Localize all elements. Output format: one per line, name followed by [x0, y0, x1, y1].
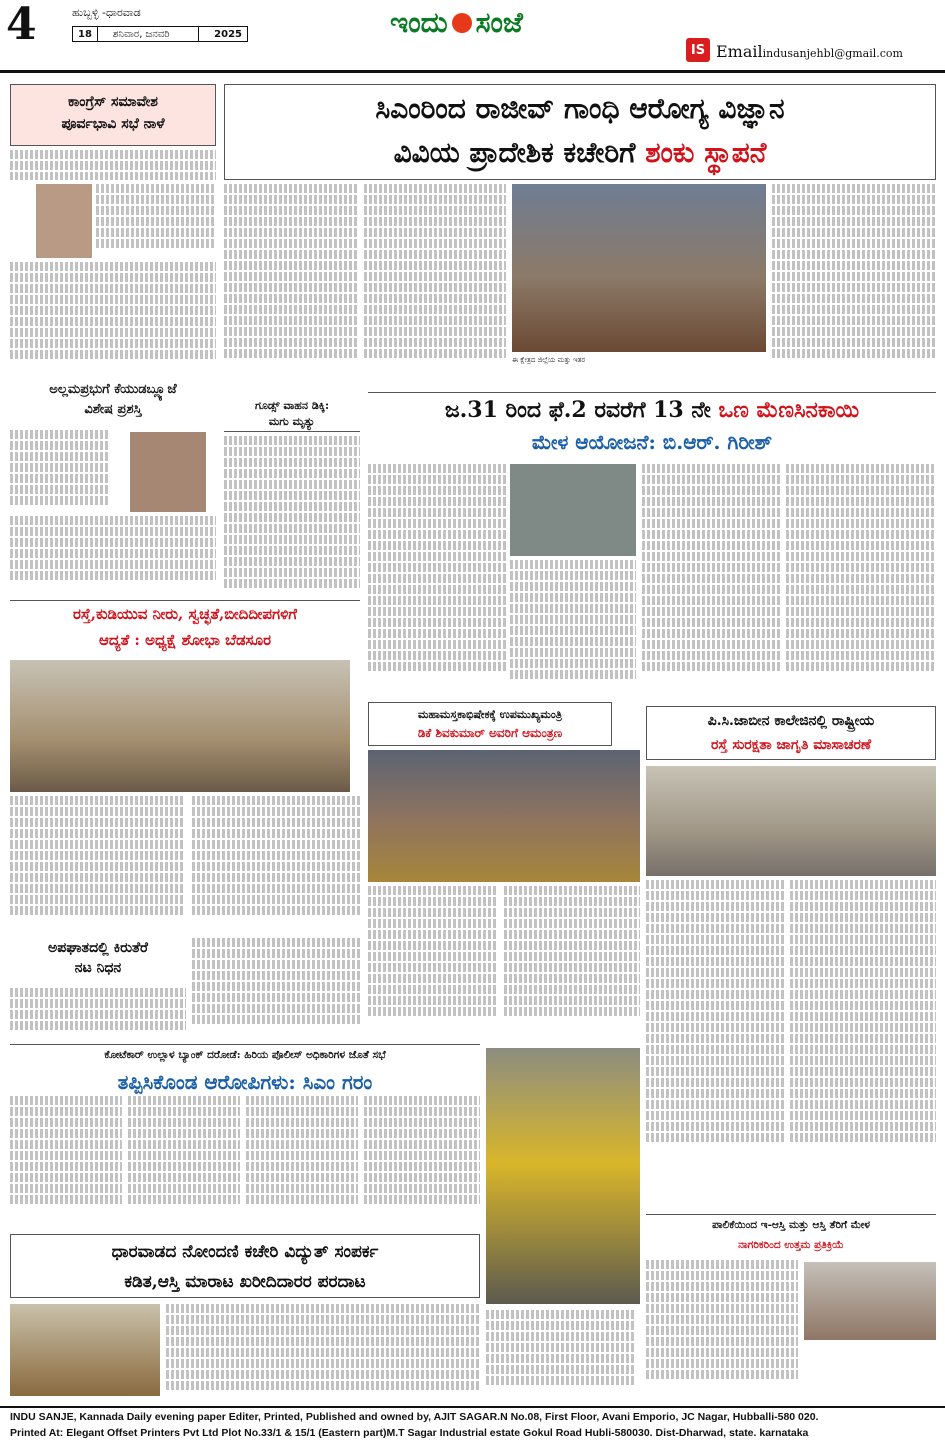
jabin-photo [646, 766, 936, 876]
mela-subhead: ಮೇಳ ಆಯೋಜನೆ: ಬಿ.ಆರ್. ಗಿರೀಶ್ [531, 430, 773, 454]
dks-photo [368, 750, 640, 882]
goods-title-1: ಗೂಡ್ಸ್ ವಾಹನ ಡಿಕ್ಕಿ: [254, 399, 330, 412]
accident-vehicle-photo [486, 1048, 640, 1304]
dks-title-box [368, 702, 612, 746]
bank-body-col2 [128, 1096, 240, 1226]
dks-body-col1 [368, 886, 498, 1036]
mela-headline [368, 393, 936, 427]
registry-title-2: ಕಡಿತ,ಆಸ್ತಿ ಮಾರಾಟ ಖರೀದಿದಾರರ ಪರದಾಟ [124, 1272, 366, 1292]
mela-body-col2 [510, 560, 636, 692]
rgu-headline-1: ಸಿಎಂರಿಂದ ರಾಜೀವ್ ಗಾಂಧಿ ಆರೋಗ್ಯ ವಿಜ್ಞಾನ [375, 92, 785, 125]
bank-body-col4 [364, 1096, 480, 1226]
contact-email [716, 42, 903, 61]
eaasti-body [646, 1260, 798, 1394]
mela-body-col4 [786, 464, 936, 692]
masthead [390, 6, 523, 40]
registry-title-box [10, 1234, 480, 1298]
congress-portrait [36, 184, 92, 258]
email-address: indusanjehbl@gmail.com [762, 47, 903, 60]
rgu-headline-2 [225, 131, 935, 175]
bank-kicker: ಕೋಟೆಕಾರ್ ಉಲ್ಲಾಳ ಬ್ಯಾಂಕ್ ದರೋಡೆ: ಹಿರಿಯ ಪೊಲೀಸ್ ಅಧಿಕಾರಿಗಳ ಜೊತೆ ಸಭೆ [104, 1049, 386, 1061]
logo-mark: IS [686, 38, 710, 62]
roads-body-col2 [192, 796, 360, 932]
accident-photo-caption [486, 1310, 636, 1394]
masthead-right: ಸಂಜೆ [475, 6, 523, 39]
roads-photo [10, 660, 350, 792]
congress-body-2 [10, 262, 216, 372]
mela-body-col3 [642, 464, 780, 692]
roads-title-1: ರಸ್ತೆ,ಕುಡಿಯುವ ನೀರು, ಸ್ವಚ್ಛತೆ,ಬೀದಿದೀಪಗಳಿಗೆ [72, 605, 297, 623]
dks-body-col2 [504, 886, 640, 1036]
rgu-body-col2 [364, 184, 506, 374]
issue-year: 2025 [214, 28, 242, 40]
rgu-ceremony-photo [512, 184, 766, 352]
accident-title-box [10, 938, 186, 984]
masthead-left: ಇಂದು [390, 6, 448, 39]
footer-rule [0, 1406, 945, 1408]
roads-title-box [10, 600, 360, 656]
roads-body-col1 [10, 796, 184, 932]
jabin-title-box [646, 706, 936, 760]
accident-body [10, 988, 186, 1040]
mela-headline-black: ಜ.31 ರಿಂದ ಫೆ.2 ರವರೆಗೆ 13 ನೇ [444, 397, 711, 423]
bank-headline: ತಪ್ಪಿಸಿಕೊಂಡ ಆರೋಪಿಗಳು: ಸಿಎಂ ಗರಂ [117, 1070, 373, 1094]
rgu-headline-box [224, 84, 936, 180]
roads-title-2: ಆದ್ಯತೆ : ಅಧ್ಯಕ್ಷೆ ಶೋಭಾ ಬೆಡಸೂರ [98, 631, 272, 649]
accident-title-1: ಅಪಘಾತದಲ್ಲಿ ಕಿರುತೆರೆ [48, 940, 148, 956]
goods-title-box [224, 398, 360, 432]
allama-portrait [130, 432, 206, 512]
header-rule [0, 70, 945, 73]
allama-title-2: ವಿಶೇಷ ಪ್ರಶಸ್ತಿ [84, 402, 142, 417]
mela-photo [510, 464, 636, 556]
issue-day: 18 [78, 28, 92, 40]
goods-body [224, 436, 360, 604]
eaasti-title-box [646, 1214, 936, 1256]
allama-title-box [10, 380, 216, 426]
rgu-headline-2-black: ವಿವಿಯ ಪ್ರಾದೇಶಿಕ ಕಚೇರಿಗೆ [393, 136, 636, 169]
registry-title-1: ಧಾರವಾಡದ ನೋಂದಣಿ ಕಚೇರಿ ವಿದ್ಯುತ್ ಸಂಪರ್ಕ [111, 1242, 379, 1262]
dks-title-2: ಡಿಕೆ ಶಿವಕುಮಾರ್ ಅವರಿಗೆ ಆಮಂತ್ರಣ [417, 726, 563, 740]
roads-body-col3 [192, 938, 360, 1040]
rgu-body-col1 [224, 184, 358, 374]
mela-headline-box [368, 392, 936, 460]
footer-line-1: INDU SANJE, Kannada Daily evening paper Editer, Printed, Published and owned by, AJIT SAGAR.N No.08, First Floor, Avani Emporio, JC Nagar, Hubballi-580 020. [10, 1411, 819, 1423]
rgu-photo-caption: ಈ ಕ್ಷೇತ್ರದ ಜಿಲ್ಲೆಯ ಮತ್ತು ಇತರ [512, 356, 586, 364]
mela-body-col1 [368, 464, 506, 692]
rgu-body-col3 [772, 184, 936, 374]
edition-city: ಹುಬ್ಬಳ್ಳಿ -ಧಾರವಾಡ [72, 6, 141, 19]
bank-body-col3 [246, 1096, 358, 1226]
page-number: 4 [6, 0, 37, 50]
allama-title-1: ಅಲ್ಲಮಪ್ರಭುಗೆ ಕೆಯುಡಬ್ಲ್ಯೂಜೆ [49, 382, 177, 397]
allama-body-2 [10, 516, 216, 594]
allama-body [10, 430, 110, 510]
congress-body-side [96, 184, 216, 258]
eaasti-title-1: ಪಾಲಿಕೆಯಿಂದ ಇ-ಆಸ್ತಿ ಮತ್ತು ಆಸ್ತಿ ತೆರಿಗೆ ಮೇಳ [712, 1219, 870, 1231]
bank-body-col1 [10, 1096, 122, 1226]
rgu-headline-2-red: ಶಂಕು ಸ್ಥಾಪನೆ [645, 136, 767, 169]
email-label: Email [716, 42, 763, 61]
sun-icon [452, 13, 472, 33]
congress-title-2: ಪೂರ್ವಭಾವಿ ಸಭೆ ನಾಳೆ [61, 116, 165, 132]
mela-headline-red: ಒಣ ಮೆಣಸಿನಕಾಯಿ [718, 397, 860, 423]
jabin-title-1: ಪಿ.ಸಿ.ಜಾಬೀನ ಕಾಲೇಜಿನಲ್ಲಿ ರಾಷ್ಟ್ರೀಯ [707, 713, 875, 729]
issue-weekday: ಶನಿವಾರ, ಜನವರಿ [112, 28, 170, 40]
footer-line-2: Printed At: Elegant Offset Printers Pvt Ltd Plot No.33/1 & 15/1 (Eastern part)M.T Sagar Industrial estate Gokul Road Hubli-580030. Dist-Dharwad, state. karnataka [10, 1427, 809, 1439]
congress-title-box [10, 84, 216, 146]
issue-date [72, 26, 248, 42]
jabin-body-col2 [790, 880, 936, 1176]
accident-title-2: ನಟ ನಿಧನ [74, 960, 122, 976]
eaasti-photo [804, 1262, 936, 1340]
dks-title-1: ಮಹಾಮಸ್ತಕಾಭಿಷೇಕಕ್ಕೆ ಉಪಮುಖ್ಯಮಂತ್ರಿ [417, 708, 563, 721]
congress-body [10, 150, 216, 180]
registry-photo [10, 1304, 160, 1396]
jabin-body-col1 [646, 880, 784, 1176]
jabin-title-2: ರಸ್ತೆ ಸುರಕ್ಷತಾ ಜಾಗೃತಿ ಮಾಸಾಚರಣೆ [710, 737, 872, 753]
registry-body [166, 1304, 480, 1396]
eaasti-title-2: ನಾಗರಿಕರಿಂದ ಉತ್ತಮ ಪ್ರತಿಕ್ರಿಯೆ [738, 1239, 844, 1251]
goods-title-2: ಮಗು ಮೃತ್ಯು [268, 415, 316, 428]
congress-title-1: ಕಾಂಗ್ರೆಸ್ ಸಮಾವೇಶ [68, 94, 158, 110]
